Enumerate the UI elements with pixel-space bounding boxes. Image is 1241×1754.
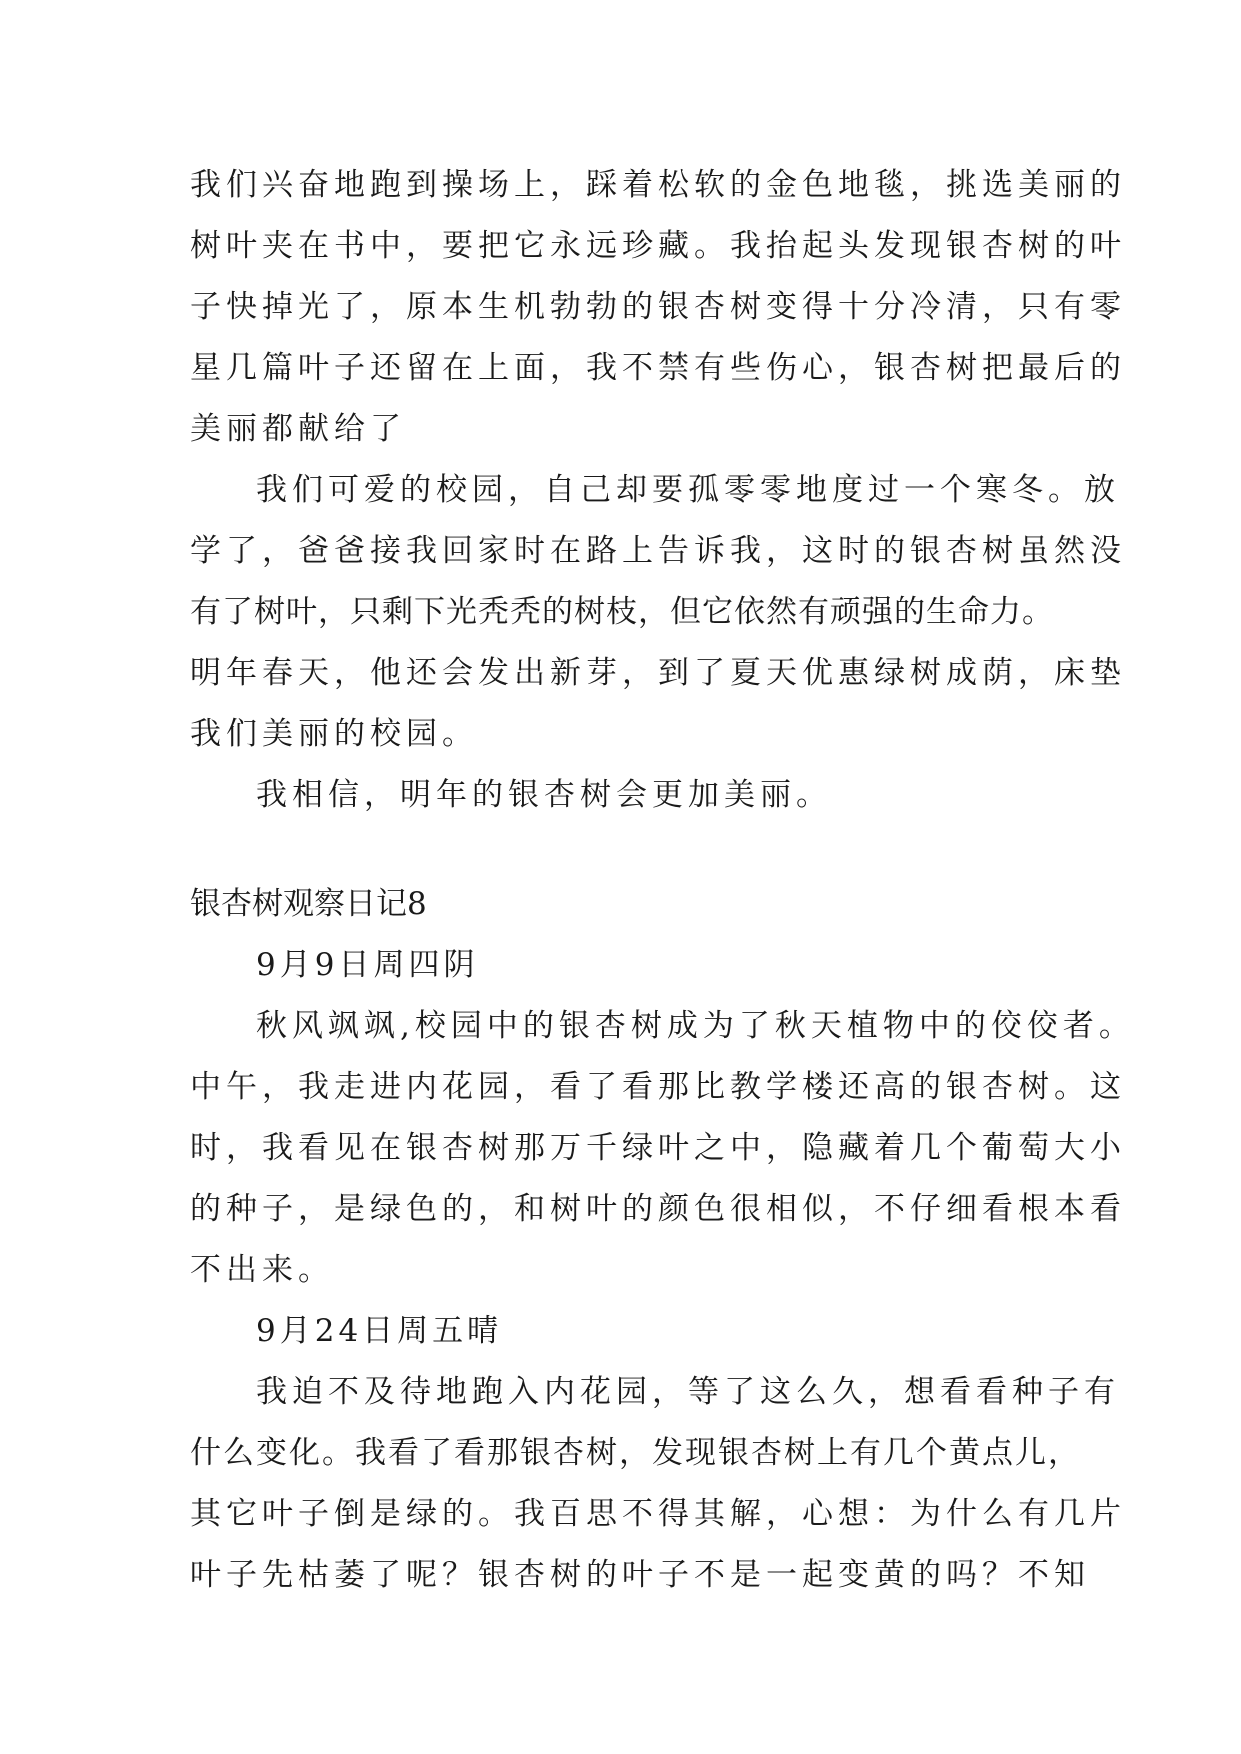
paragraph-line: 星几篇叶子还留在上面，我不禁有些伤心，银杏树把最后的 [190, 350, 1126, 386]
paragraph-line: 什么变化。我看了看那银杏树，发现银杏树上有几个黄点儿， [190, 1435, 1081, 1471]
paragraph-line: 子快掉光了，原本生机勃勃的银杏树变得十分冷清，只有零 [190, 289, 1126, 325]
paragraph-line: 我迫不及待地跑入内花园，等了这么久，想看看种子有 [256, 1374, 1120, 1410]
paragraph-line: 时，我看见在银杏树那万千绿叶之中，隐藏着几个葡萄大小 [190, 1130, 1126, 1166]
paragraph-line: 不出来。 [190, 1252, 334, 1288]
paragraph-line: 美丽都献给了 [190, 411, 406, 447]
paragraph-line: 树叶夹在书中，要把它永远珍藏。我抬起头发现银杏树的叶 [190, 228, 1126, 264]
paragraph-line: 有了树叶，只剩下光秃秃的树枝，但它依然有顽强的生命力。 [190, 594, 1054, 630]
paragraph-line: 我相信，明年的银杏树会更加美丽。 [256, 777, 832, 813]
paragraph-line: 我们可爱的校园，自己却要孤零零地度过一个寒冬。放 [256, 472, 1120, 508]
paragraph-line: 的种子，是绿色的，和树叶的颜色很相似，不仔细看根本看 [190, 1191, 1126, 1227]
paragraph-line: 叶子先枯萎了呢？银杏树的叶子不是一起变黄的吗？不知 [190, 1557, 1090, 1593]
section-title: 银杏树观察日记8 [190, 886, 427, 922]
paragraph-line: 我们美丽的校园。 [190, 716, 478, 752]
paragraph-line: 明年春天，他还会发出新芽，到了夏天优惠绿树成荫，床垫 [190, 655, 1126, 691]
paragraph-line: 我们兴奋地跑到操场上，踩着松软的金色地毯，挑选美丽的 [190, 167, 1126, 203]
paragraph-line: 秋风飒飒,校园中的银杏树成为了秋天植物中的佼佼者。 [256, 1008, 1135, 1044]
paragraph-line: 学了，爸爸接我回家时在路上告诉我，这时的银杏树虽然没 [190, 533, 1126, 569]
paragraph-line: 中午，我走进内花园，看了看那比教学楼还高的银杏树。这 [190, 1069, 1126, 1105]
diary-date: 9月9日周四阴 [256, 947, 479, 983]
paragraph-line: 其它叶子倒是绿的。我百思不得其解，心想：为什么有几片 [190, 1496, 1126, 1532]
diary-date: 9月24日周五晴 [256, 1313, 503, 1349]
